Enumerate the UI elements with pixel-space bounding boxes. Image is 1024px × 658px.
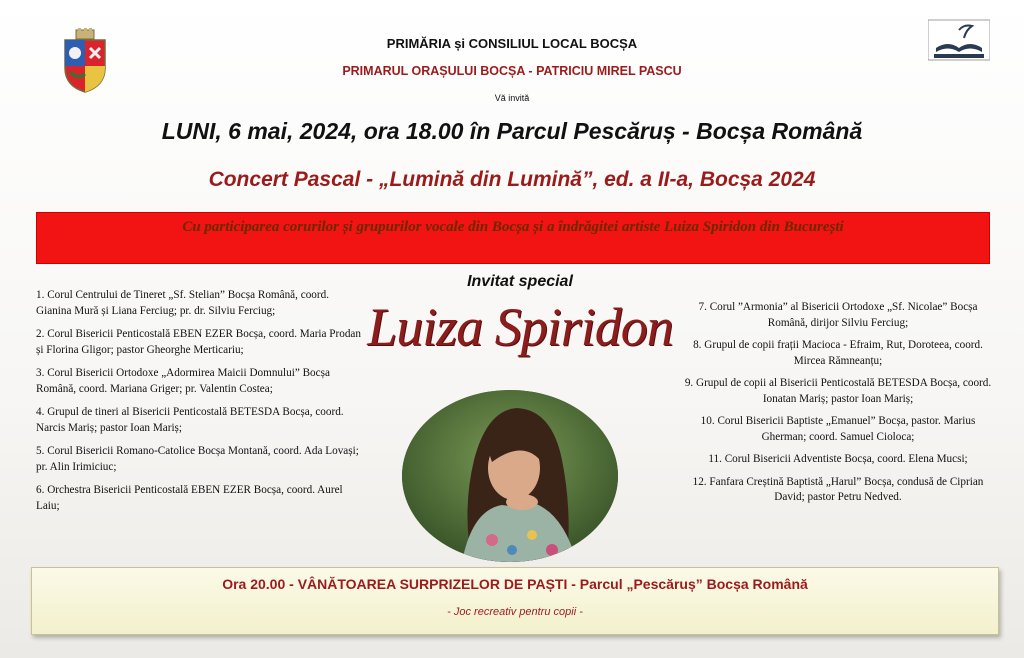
participation-banner xyxy=(36,212,990,264)
event-datetime: LUNI, 6 mai, 2024, ora 18.00 în Parcul Pescăruș - Bocșa Română xyxy=(161,118,863,144)
egg-hunt-box xyxy=(31,567,999,635)
egg-hunt-subtitle: - Joc recreativ pentru copii - xyxy=(447,606,583,618)
mayor-line: PRIMARUL ORAȘULUI BOCȘA - PATRICIU MIREL PASCU xyxy=(342,64,682,78)
list-item: 1. Corul Centrului de Tineret „Sf. Stelian” Bocșa Română, coord. Gianina Mură și Liana Ferciug; pr. dr. Silviu Ferciug; xyxy=(36,289,330,317)
list-item: 7. Corul ”Armonia” al Bisericii Ortodoxe „Sf. Nicolae” Bocșa Română, dirijor Silviu Ferciug; xyxy=(698,301,978,329)
list-item: 3. Corul Bisericii Ortodoxe „Adormirea Maicii Domnului” Bocșa Română, coord. Mariana Griger; pr. Valentin Costea; xyxy=(36,367,330,395)
artist-name: Luiza Spiridon xyxy=(367,297,673,357)
list-item: 8. Grupul de copii frații Macioca - Efraim, Rut, Doroteea, coord. Mircea Rămneanțu; xyxy=(693,339,983,367)
right-participants-list xyxy=(678,300,998,513)
concert-title: Concert Pascal - „Lumină din Lumină”, ed. a II-a, Bocșa 2024 xyxy=(208,168,816,191)
invites-text: Vă invită xyxy=(494,93,530,103)
list-item: 9. Grupul de copii al Bisericii Penticostală BETESDA Bocșa, coord. Ionatan Mariș; pastor Ioan Mariș; xyxy=(684,377,992,405)
artist-photo xyxy=(402,390,618,562)
list-item: 10. Corul Bisericii Baptiste „Emanuel” Bocșa, pastor. Marius Gherman; coord. Samuel Cioloca; xyxy=(700,415,976,443)
list-item: 5. Corul Bisericii Romano-Catolice Bocșa Montană, coord. Ada Lovași; pr. Alin Irimiciuc; xyxy=(36,445,359,473)
list-item: 6. Orchestra Bisericii Penticostală EBEN EZER Bocșa, coord. Aurel Laiu; xyxy=(36,484,343,512)
organizer-title: PRIMĂRIA și CONSILIUL LOCAL BOCȘA xyxy=(386,36,638,51)
list-item: 12. Fanfara Creștină Baptistă „Harul” Bocșa, condusă de Ciprian David; pastor Petru Nedved. xyxy=(692,475,984,503)
list-item: 2. Corul Bisericii Penticostală EBEN EZER Bocșa, coord. Maria Prodan și Florina Gligor; pastor Gheorghe Merticariu; xyxy=(36,328,361,356)
left-participants-list xyxy=(36,288,366,522)
banner-text: Cu participarea corurilor și grupurilor vocale din Bocșa și a îndrăgitei artiste Luiza Spiridon din București xyxy=(182,219,844,235)
egg-hunt-title: Ora 20.00 - VÂNĂTOAREA SURPRIZELOR DE PAȘTI - Parcul „Pescăruș” Bocșa Română xyxy=(222,576,808,592)
list-item: 11. Corul Bisericii Adventiste Bocșa, coord. Elena Mucsi; xyxy=(708,453,968,465)
guest-label: Invitat special xyxy=(467,273,573,290)
list-item: 4. Grupul de tineri al Bisericii Penticostală BETESDA Bocșa, coord. Narcis Mariș; pastor Ioan Mariș; xyxy=(36,406,344,434)
